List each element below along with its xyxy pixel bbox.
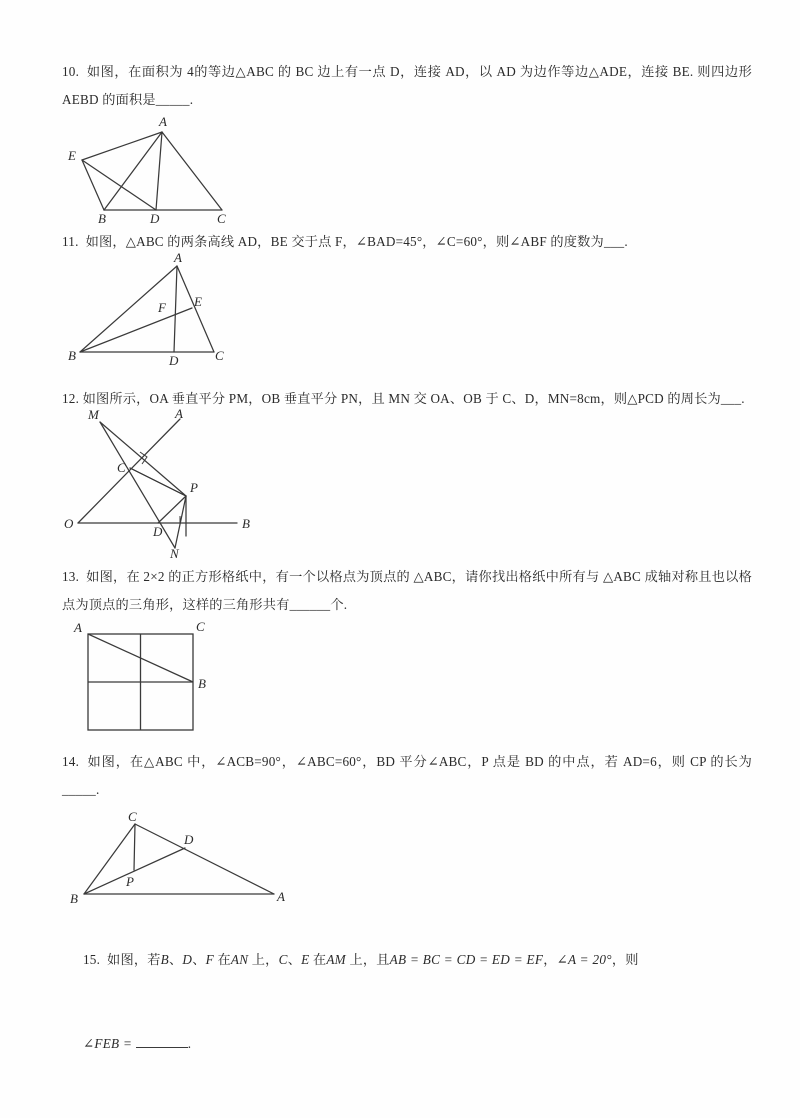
question-15-line1: 15. 如图，若B、D、F 在AN 上，C、E 在AM 上，且AB = BC = CD = ED = EF，∠A = 20°，则	[82, 952, 639, 967]
figure-q12-label-O: O	[64, 516, 74, 531]
figure-q11-label-C: C	[215, 348, 224, 363]
figure-q10-label-D: D	[150, 211, 160, 226]
figure-q14-label-D: D	[184, 832, 194, 847]
figure-q13	[62, 620, 242, 740]
figure-q10-label-B: B	[98, 211, 106, 226]
figure-q10-label-A: A	[159, 114, 167, 129]
figure-q11-label-A: A	[174, 250, 182, 265]
figure-q13-label-C: C	[196, 619, 205, 634]
figure-q12-label-B: B	[242, 516, 250, 531]
figure-q10-label-E: E	[68, 148, 76, 163]
question-10-block	[62, 58, 756, 114]
question-15-line2: ∠FEB = .	[83, 1036, 191, 1051]
figure-q12-label-P: P	[190, 480, 198, 495]
figure-q11-label-D: D	[169, 353, 179, 368]
figure-q13-label-B: B	[198, 676, 206, 691]
figure-q11-label-E: E	[194, 294, 202, 309]
figure-q14-label-C: C	[128, 809, 137, 824]
figure-q11	[62, 252, 282, 367]
figure-q12-label-C: C	[117, 460, 126, 475]
figure-q11-label-F: F	[158, 300, 166, 315]
figure-q12-label-N: N	[170, 546, 179, 561]
figure-q12	[62, 406, 292, 561]
figure-q10	[62, 112, 282, 226]
figure-q12-label-A: A	[175, 406, 183, 421]
question-13-block	[62, 563, 752, 619]
figure-q14-label-A: A	[277, 889, 285, 904]
question-15-block	[62, 918, 752, 1086]
question-11-text: 11. 如图，△ABC 的两条高线 AD，BE 交于点 F，∠BAD=45°，∠C=60°，则∠ABF 的度数为___.	[62, 234, 628, 249]
answer-blank-15[interactable]	[136, 1033, 188, 1048]
question-14-block	[62, 748, 752, 804]
question-14-text: 14. 如图，在△ABC 中，∠ACB=90°，∠ABC=60°，BD 平分∠ABC，P 点是 BD 的中点，若 AD=6，则 CP 的长为_____.	[62, 754, 752, 797]
question-15-text	[62, 918, 752, 1086]
figure-q14-label-P: P	[126, 874, 134, 889]
figure-q10-label-C: C	[217, 211, 226, 226]
question-10-text: 10. 如图，在面积为 4的等边△ABC 的 BC 边上有一点 D，连接 AD，以 AD 为边作等边△ADE，连接 BE. 则四边形 AEBD 的面积是_____.	[62, 64, 756, 107]
question-12-text: 12. 如图所示，OA 垂直平分 PM，OB 垂直平分 PN，且 MN 交 OA、OB 于 C、D，MN=8cm，则△PCD 的周长为___.	[62, 391, 745, 406]
question-13-text: 13. 如图，在 2×2 的正方形格纸中，有一个以格点为顶点的 △ABC，请你找出格纸中所有与 △ABC 成轴对称且也以格点为顶点的三角形，这样的三角形共有______个.	[62, 569, 752, 612]
figure-q14	[62, 808, 332, 908]
figure-q13-label-A: A	[74, 620, 82, 635]
figure-q14-label-B: B	[70, 891, 78, 906]
figure-q11-label-B: B	[68, 348, 76, 363]
figure-q12-label-D: D	[153, 524, 163, 539]
figure-q12-label-M: M	[88, 407, 99, 422]
